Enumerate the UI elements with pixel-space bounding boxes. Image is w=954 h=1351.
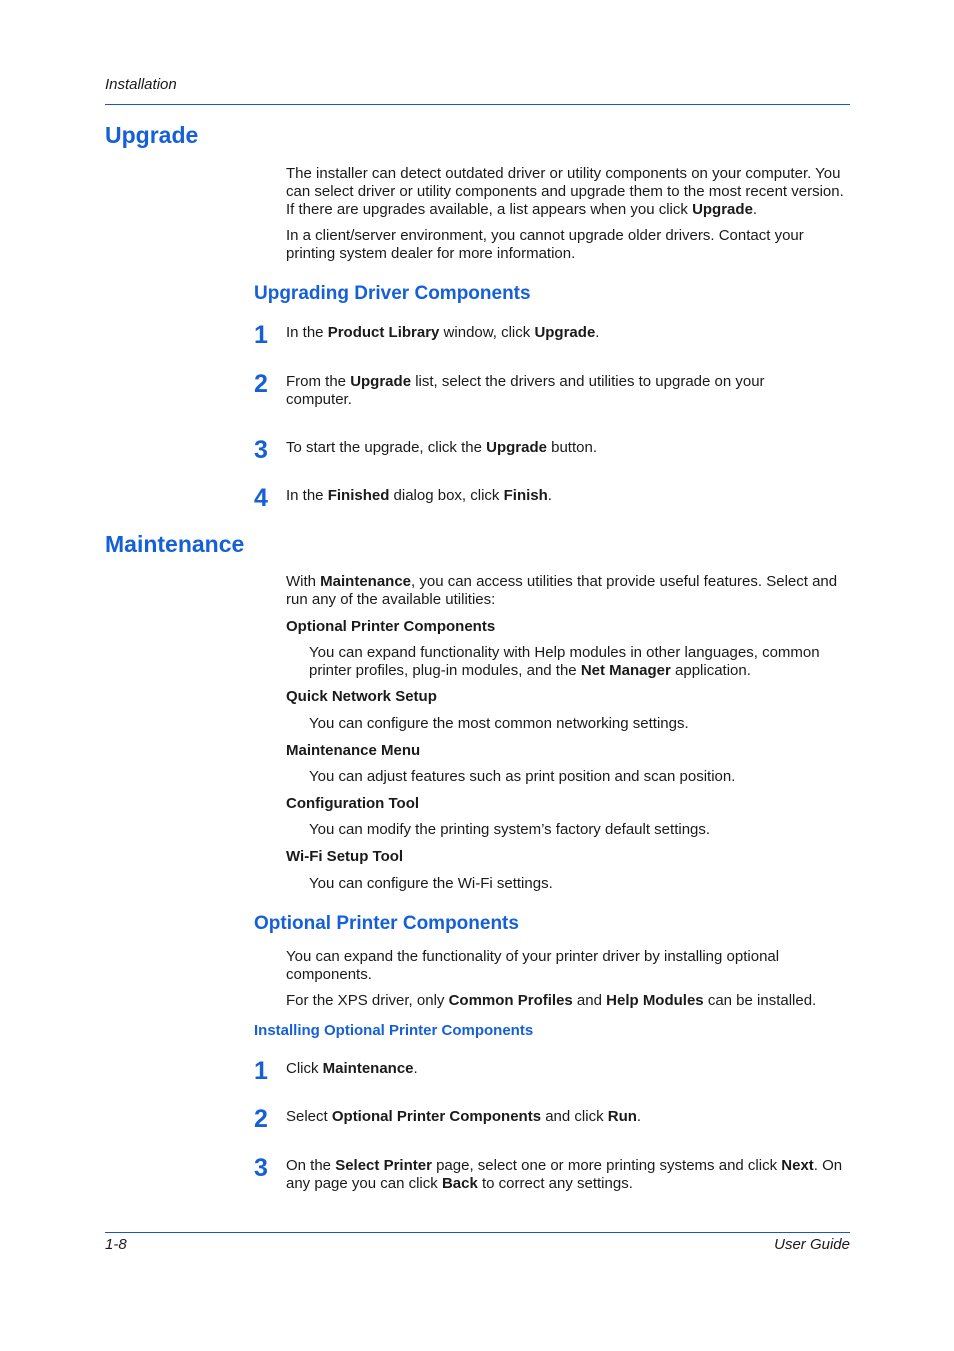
optional-paragraph-2: For the XPS driver, only Common Profiles and Help Modules can be installed. xyxy=(286,992,817,1009)
utility-description: You can configure the Wi-Fi settings. xyxy=(309,875,553,892)
step-number: 3 xyxy=(254,1154,268,1182)
utility-description: You can configure the most common networking settings. xyxy=(309,715,689,732)
optional-printer-components-heading: Optional Printer Components xyxy=(254,913,519,934)
page-number: 1-8 xyxy=(105,1236,127,1253)
running-header: Installation xyxy=(105,76,177,93)
header-rule xyxy=(105,104,850,105)
utility-description: You can adjust features such as print position and scan position. xyxy=(309,768,736,785)
step-text: In the Product Library window, click Upgrade. xyxy=(286,324,600,341)
step-number: 4 xyxy=(254,484,268,512)
step-text: Click Maintenance. xyxy=(286,1060,418,1077)
footer-rule xyxy=(105,1232,850,1233)
optional-paragraph-1: You can expand the functionality of your printer driver by installing optional components. xyxy=(286,948,780,983)
upgrading-driver-components-heading: Upgrading Driver Components xyxy=(254,283,531,304)
step-text: In the Finished dialog box, click Finish. xyxy=(286,487,552,504)
document-title: User Guide xyxy=(774,1236,850,1253)
utility-term: Wi-Fi Setup Tool xyxy=(286,848,404,865)
step-number: 2 xyxy=(254,370,268,398)
upgrade-paragraph-2: In a client/server environment, you cannot upgrade older drivers. Contact your printing system dealer for more information. xyxy=(286,227,804,262)
step-number: 2 xyxy=(254,1105,268,1133)
utility-term: Optional Printer Components xyxy=(286,618,496,635)
step-text: To start the upgrade, click the Upgrade button. xyxy=(286,439,597,456)
utility-term: Configuration Tool xyxy=(286,795,420,812)
upgrade-paragraph-1: The installer can detect outdated driver or utility components on your computer. You can select driver or utility components and upgrade them to the most recent version. If there are upgrades available, a list appears when you click Upgrade. xyxy=(286,165,844,218)
step-number: 3 xyxy=(254,436,268,464)
upgrade-heading: Upgrade xyxy=(105,122,199,148)
utility-term: Maintenance Menu xyxy=(286,742,421,759)
maintenance-intro: With Maintenance, you can access utilities that provide useful features. Select and run any of the available utilities: xyxy=(286,573,838,608)
step-number: 1 xyxy=(254,321,268,349)
step-text: From the Upgrade list, select the drivers and utilities to upgrade on your computer. xyxy=(286,373,765,408)
utility-term: Quick Network Setup xyxy=(286,688,437,705)
step-number: 1 xyxy=(254,1057,268,1085)
step-text: Select Optional Printer Components and click Run. xyxy=(286,1108,642,1125)
maintenance-heading: Maintenance xyxy=(105,531,245,557)
utility-description: You can expand functionality with Help modules in other languages, common printer profiles, plug-in modules, and the Net Manager application. xyxy=(309,644,820,679)
step-text: On the Select Printer page, select one or more printing systems and click Next. On any page you can click Back to correct any settings. xyxy=(286,1157,843,1192)
installing-optional-components-heading: Installing Optional Printer Components xyxy=(254,1022,534,1039)
utility-description: You can modify the printing system’s factory default settings. xyxy=(309,821,711,838)
